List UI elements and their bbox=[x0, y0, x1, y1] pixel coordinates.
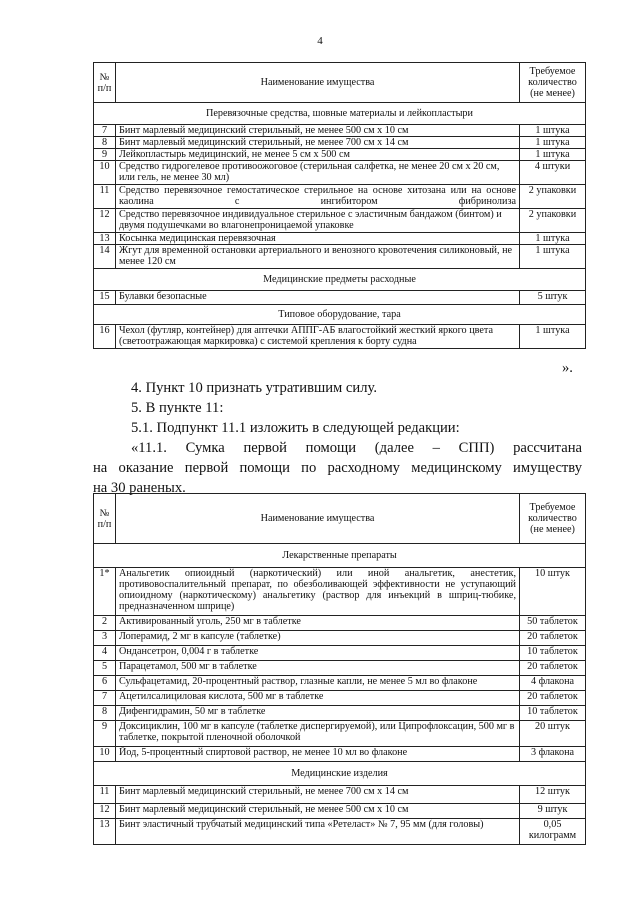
row-name: Средство перевязочное гемостатическое стерильное на основе хитозана или на основе каолина с ингибитором фибринолиза bbox=[116, 185, 520, 209]
row-quantity: 4 штуки bbox=[520, 161, 586, 185]
row-name: Сульфацетамид, 20-процентный раствор, глазные капли, не менее 5 мл во флаконе bbox=[116, 676, 520, 691]
row-number: 8 bbox=[94, 137, 116, 149]
row-name: Средство гидрогелевое противоожоговое (стерильная салфетка, не менее 20 см х 20 см, или гель, не менее 30 мл) bbox=[116, 161, 520, 185]
paragraph-5: 5. В пункте 11: bbox=[131, 400, 224, 416]
row-name: Лоперамид, 2 мг в капсуле (таблетке) bbox=[116, 631, 520, 646]
row-name: Ондансетрон, 0,004 г в таблетке bbox=[116, 646, 520, 661]
row-name: Дифенгидрамин, 50 мг в таблетке bbox=[116, 706, 520, 721]
paragraph-quote-cont: на оказание первой помощи по расходному медицинскому имуществу bbox=[93, 460, 582, 476]
row-number: 10 bbox=[94, 747, 116, 762]
row-number: 10 bbox=[94, 161, 116, 185]
paragraph-5-1: 5.1. Подпункт 11.1 изложить в следующей редакции: bbox=[131, 420, 460, 436]
row-quantity: 20 таблеток bbox=[520, 631, 586, 646]
row-number: 13 bbox=[94, 819, 116, 845]
row-quantity: 0,05 килограмм bbox=[520, 819, 586, 845]
row-quantity: 1 штука bbox=[520, 125, 586, 137]
row-quantity: 3 флакона bbox=[520, 747, 586, 762]
row-name: Парацетамол, 500 мг в таблетке bbox=[116, 661, 520, 676]
row-name: Лейкопластырь медицинский, не менее 5 см х 500 см bbox=[116, 149, 520, 161]
row-name: Бинт марлевый медицинский стерильный, не менее 700 см х 14 см bbox=[116, 786, 520, 804]
paragraph-quote-end: на 30 раненых. bbox=[93, 480, 186, 496]
row-quantity: 1 штука bbox=[520, 149, 586, 161]
row-name: Бинт марлевый медицинский стерильный, не менее 500 см х 10 см bbox=[116, 804, 520, 819]
supplies-table-1 bbox=[93, 62, 586, 349]
row-number: 6 bbox=[94, 676, 116, 691]
row-quantity: 20 таблеток bbox=[520, 691, 586, 706]
row-name: Анальгетик опиоидный (наркотический) или иной анальгетик, анестетик, противовоспалительный препарат, по обезболивающей эффективности не уступающий опиоидному (наркотическому) анальгетику (раствор для инъекций в шприц-тюбике, предназначенном шприце) bbox=[116, 568, 520, 616]
row-number: 4 bbox=[94, 646, 116, 661]
row-name: Жгут для временной остановки артериального и венозного кровотечения силиконовый, не менее 120 см bbox=[116, 245, 520, 269]
row-quantity: 2 упаковки bbox=[520, 185, 586, 209]
row-quantity: 4 флакона bbox=[520, 676, 586, 691]
row-quantity: 10 штук bbox=[520, 568, 586, 616]
row-name: Йод, 5-процентный спиртовой раствор, не менее 10 мл во флаконе bbox=[116, 747, 520, 762]
row-number: 3 bbox=[94, 631, 116, 646]
row-quantity: 10 таблеток bbox=[520, 706, 586, 721]
row-number: 9 bbox=[94, 149, 116, 161]
paragraph-quote-start: «11.1. Сумка первой помощи (далее – СПП) рассчитана bbox=[131, 440, 582, 456]
row-quantity: 1 штука bbox=[520, 245, 586, 269]
row-name: Булавки безопасные bbox=[116, 291, 520, 305]
row-number: 7 bbox=[94, 691, 116, 706]
row-quantity: 50 таблеток bbox=[520, 616, 586, 631]
section-title: Лекарственные препараты bbox=[94, 544, 586, 568]
row-number: 16 bbox=[94, 325, 116, 349]
closing-quote: ». bbox=[562, 360, 573, 376]
row-name: Чехол (футляр, контейнер) для аптечки АППГ-АБ влагостойкий жесткий яркого цвета (светоотражающая маркировка) с системой крепления к борту судна bbox=[116, 325, 520, 349]
row-name: Доксициклин, 100 мг в капсуле (таблетке диспергируемой), или Ципрофлоксацин, 500 мг в таблетке, покрытой пленочной оболочкой bbox=[116, 721, 520, 747]
row-name: Средство перевязочное индивидуальное стерильное с эластичным бандажом (бинтом) и двумя подушечками во влагонепроницаемой упаковке bbox=[116, 209, 520, 233]
header-number: № п/п bbox=[94, 63, 116, 103]
header-name: Наименование имущества bbox=[116, 63, 520, 103]
row-quantity: 1 штука bbox=[520, 137, 586, 149]
row-number: 1* bbox=[94, 568, 116, 616]
section-title: Перевязочные средства, шовные материалы и лейкопластыри bbox=[94, 103, 586, 125]
row-number: 8 bbox=[94, 706, 116, 721]
section-title: Медицинские предметы расходные bbox=[94, 269, 586, 291]
row-quantity: 2 упаковки bbox=[520, 209, 586, 233]
row-number: 9 bbox=[94, 721, 116, 747]
row-number: 12 bbox=[94, 209, 116, 233]
row-number: 5 bbox=[94, 661, 116, 676]
row-name: Косынка медицинская перевязочная bbox=[116, 233, 520, 245]
section-title: Медицинские изделия bbox=[94, 762, 586, 786]
row-number: 15 bbox=[94, 291, 116, 305]
row-number: 13 bbox=[94, 233, 116, 245]
header-number: № п/п bbox=[94, 494, 116, 544]
row-number: 14 bbox=[94, 245, 116, 269]
row-number: 11 bbox=[94, 185, 116, 209]
section-title: Типовое оборудование, тара bbox=[94, 305, 586, 325]
row-number: 12 bbox=[94, 804, 116, 819]
row-number: 11 bbox=[94, 786, 116, 804]
paragraph-4: 4. Пункт 10 признать утратившим силу. bbox=[131, 380, 377, 396]
row-quantity: 5 штук bbox=[520, 291, 586, 305]
row-name: Активированный уголь, 250 мг в таблетке bbox=[116, 616, 520, 631]
row-quantity: 9 штук bbox=[520, 804, 586, 819]
header-name: Наименование имущества bbox=[116, 494, 520, 544]
page-number: 4 bbox=[317, 35, 323, 47]
row-name: Бинт марлевый медицинский стерильный, не менее 700 см х 14 см bbox=[116, 137, 520, 149]
row-quantity: 12 штук bbox=[520, 786, 586, 804]
row-quantity: 1 штука bbox=[520, 325, 586, 349]
row-number: 2 bbox=[94, 616, 116, 631]
row-number: 7 bbox=[94, 125, 116, 137]
row-name: Бинт эластичный трубчатый медицинский типа «Ретеласт» № 7, 95 мм (для головы) bbox=[116, 819, 520, 845]
row-quantity: 1 штука bbox=[520, 233, 586, 245]
row-name: Ацетилсалициловая кислота, 500 мг в таблетке bbox=[116, 691, 520, 706]
header-quantity: Требуемое количество (не менее) bbox=[520, 63, 586, 103]
row-quantity: 20 штук bbox=[520, 721, 586, 747]
row-quantity: 20 таблеток bbox=[520, 661, 586, 676]
supplies-table-2 bbox=[93, 493, 586, 845]
header-quantity: Требуемое количество (не менее) bbox=[520, 494, 586, 544]
row-quantity: 10 таблеток bbox=[520, 646, 586, 661]
row-name: Бинт марлевый медицинский стерильный, не менее 500 см х 10 см bbox=[116, 125, 520, 137]
